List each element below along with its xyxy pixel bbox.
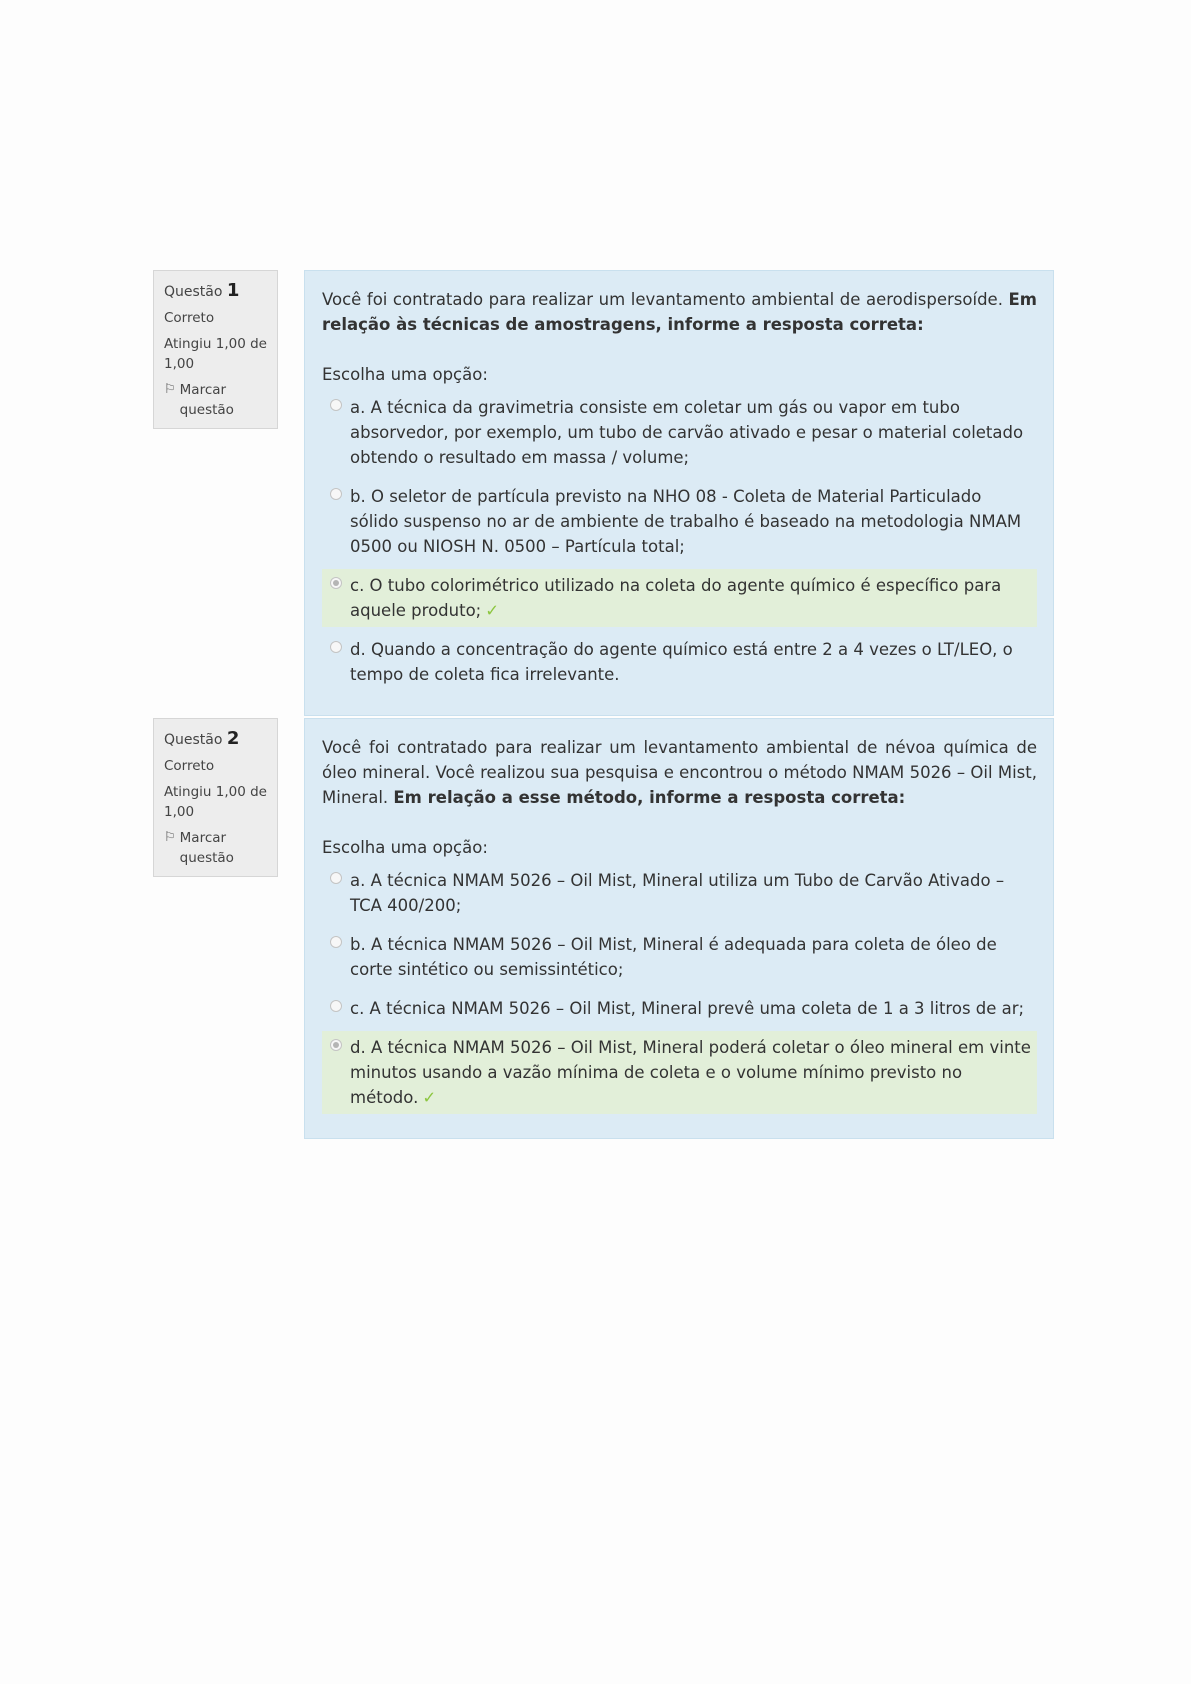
flag-question-link[interactable] (164, 828, 270, 868)
answer-option-d[interactable] (322, 633, 1037, 691)
question-grade: Atingiu 1,00 de 1,00 (164, 336, 267, 372)
answer-option-d[interactable] (322, 1031, 1037, 1114)
answer-text: b. O seletor de partícula previsto na NHO 08 - Coleta de Material Particulado sólido suspenso no ar de ambiente de trabalho é baseado na metodologia NMAM 0500 ou NIOSH N. 0500 – Partícula total; (350, 487, 1022, 556)
radio-button[interactable] (330, 399, 342, 411)
question-number (164, 729, 270, 750)
radio-button[interactable] (330, 488, 342, 500)
question-text-bold: Em relação a esse método, informe a resposta correta: (393, 788, 906, 807)
answer-text: a. A técnica NMAM 5026 – Oil Mist, Mineral utiliza um Tubo de Carvão Ativado – TCA 400/200; (350, 871, 1005, 915)
flag-icon: ⚐ (164, 382, 176, 397)
answer-text: a. A técnica da gravimetria consiste em coletar um gás ou vapor em tubo absorvedor, por exemplo, um tubo de carvão ativado e pesar o material coletado obtendo o resultado em massa / volume; (350, 398, 1024, 467)
question-content (304, 270, 1054, 716)
question-content (304, 718, 1054, 1139)
answer-option-c[interactable] (322, 992, 1037, 1025)
question-info (153, 270, 278, 429)
question-state: Correto (164, 310, 215, 326)
question-number-value: 1 (226, 280, 240, 301)
radio-button[interactable] (330, 872, 342, 884)
question-grade: Atingiu 1,00 de 1,00 (164, 784, 267, 820)
question-info (153, 718, 278, 877)
answer-text: d. Quando a concentração do agente químico está entre 2 a 4 vezes o LT/LEO, o tempo de coleta fica irrelevante. (350, 640, 1013, 684)
question-label: Questão (164, 284, 223, 300)
answer-text: d. A técnica NMAM 5026 – Oil Mist, Mineral poderá coletar o óleo mineral em vinte minutos usando a vazão mínima de coleta e o volume mínimo previsto no método. (350, 1038, 1031, 1107)
flag-label: Marcar questão (179, 382, 234, 418)
question-text-bold: Em relação às técnicas de amostragens, informe a resposta correta: (322, 290, 1037, 334)
answer-text: c. O tubo colorimétrico utilizado na coleta do agente químico é específico para aquele produto; (350, 576, 1002, 620)
check-icon: ✓ (422, 1088, 437, 1107)
answer-prompt: Escolha uma opção: (322, 838, 488, 857)
check-icon: ✓ (485, 601, 500, 620)
question-number (164, 281, 270, 302)
question-text (322, 735, 1037, 810)
flag-label: Marcar questão (179, 830, 234, 866)
question-text-plain: Você foi contratado para realizar um levantamento ambiental de névoa química de óleo mineral. Você realizou sua pesquisa e encontrou o método NMAM 5026 – Oil Mist, Mineral. (322, 738, 1037, 807)
question-text (322, 287, 1037, 337)
question-label: Questão (164, 732, 223, 748)
question-state: Correto (164, 758, 215, 774)
question-text-plain: Você foi contratado para realizar um levantamento ambiental de aerodispersoíde. (322, 290, 1003, 309)
answer-text: c. A técnica NMAM 5026 – Oil Mist, Mineral prevê uma coleta de 1 a 3 litros de ar; (350, 999, 1025, 1018)
flag-icon: ⚐ (164, 830, 176, 845)
answer-text: b. A técnica NMAM 5026 – Oil Mist, Mineral é adequada para coleta de óleo de corte sintético ou semissintético; (350, 935, 997, 979)
question-number-value: 2 (226, 728, 240, 749)
answer-option-c[interactable] (322, 569, 1037, 627)
radio-button[interactable] (330, 936, 342, 948)
answer-option-b[interactable] (322, 480, 1037, 563)
flag-question-link[interactable] (164, 380, 270, 420)
answer-prompt: Escolha uma opção: (322, 365, 488, 384)
radio-button-selected[interactable] (330, 577, 342, 589)
answer-option-b[interactable] (322, 928, 1037, 986)
radio-button[interactable] (330, 1000, 342, 1012)
radio-button[interactable] (330, 641, 342, 653)
answer-option-a[interactable] (322, 864, 1037, 922)
answer-option-a[interactable] (322, 391, 1037, 474)
radio-button-selected[interactable] (330, 1039, 342, 1051)
